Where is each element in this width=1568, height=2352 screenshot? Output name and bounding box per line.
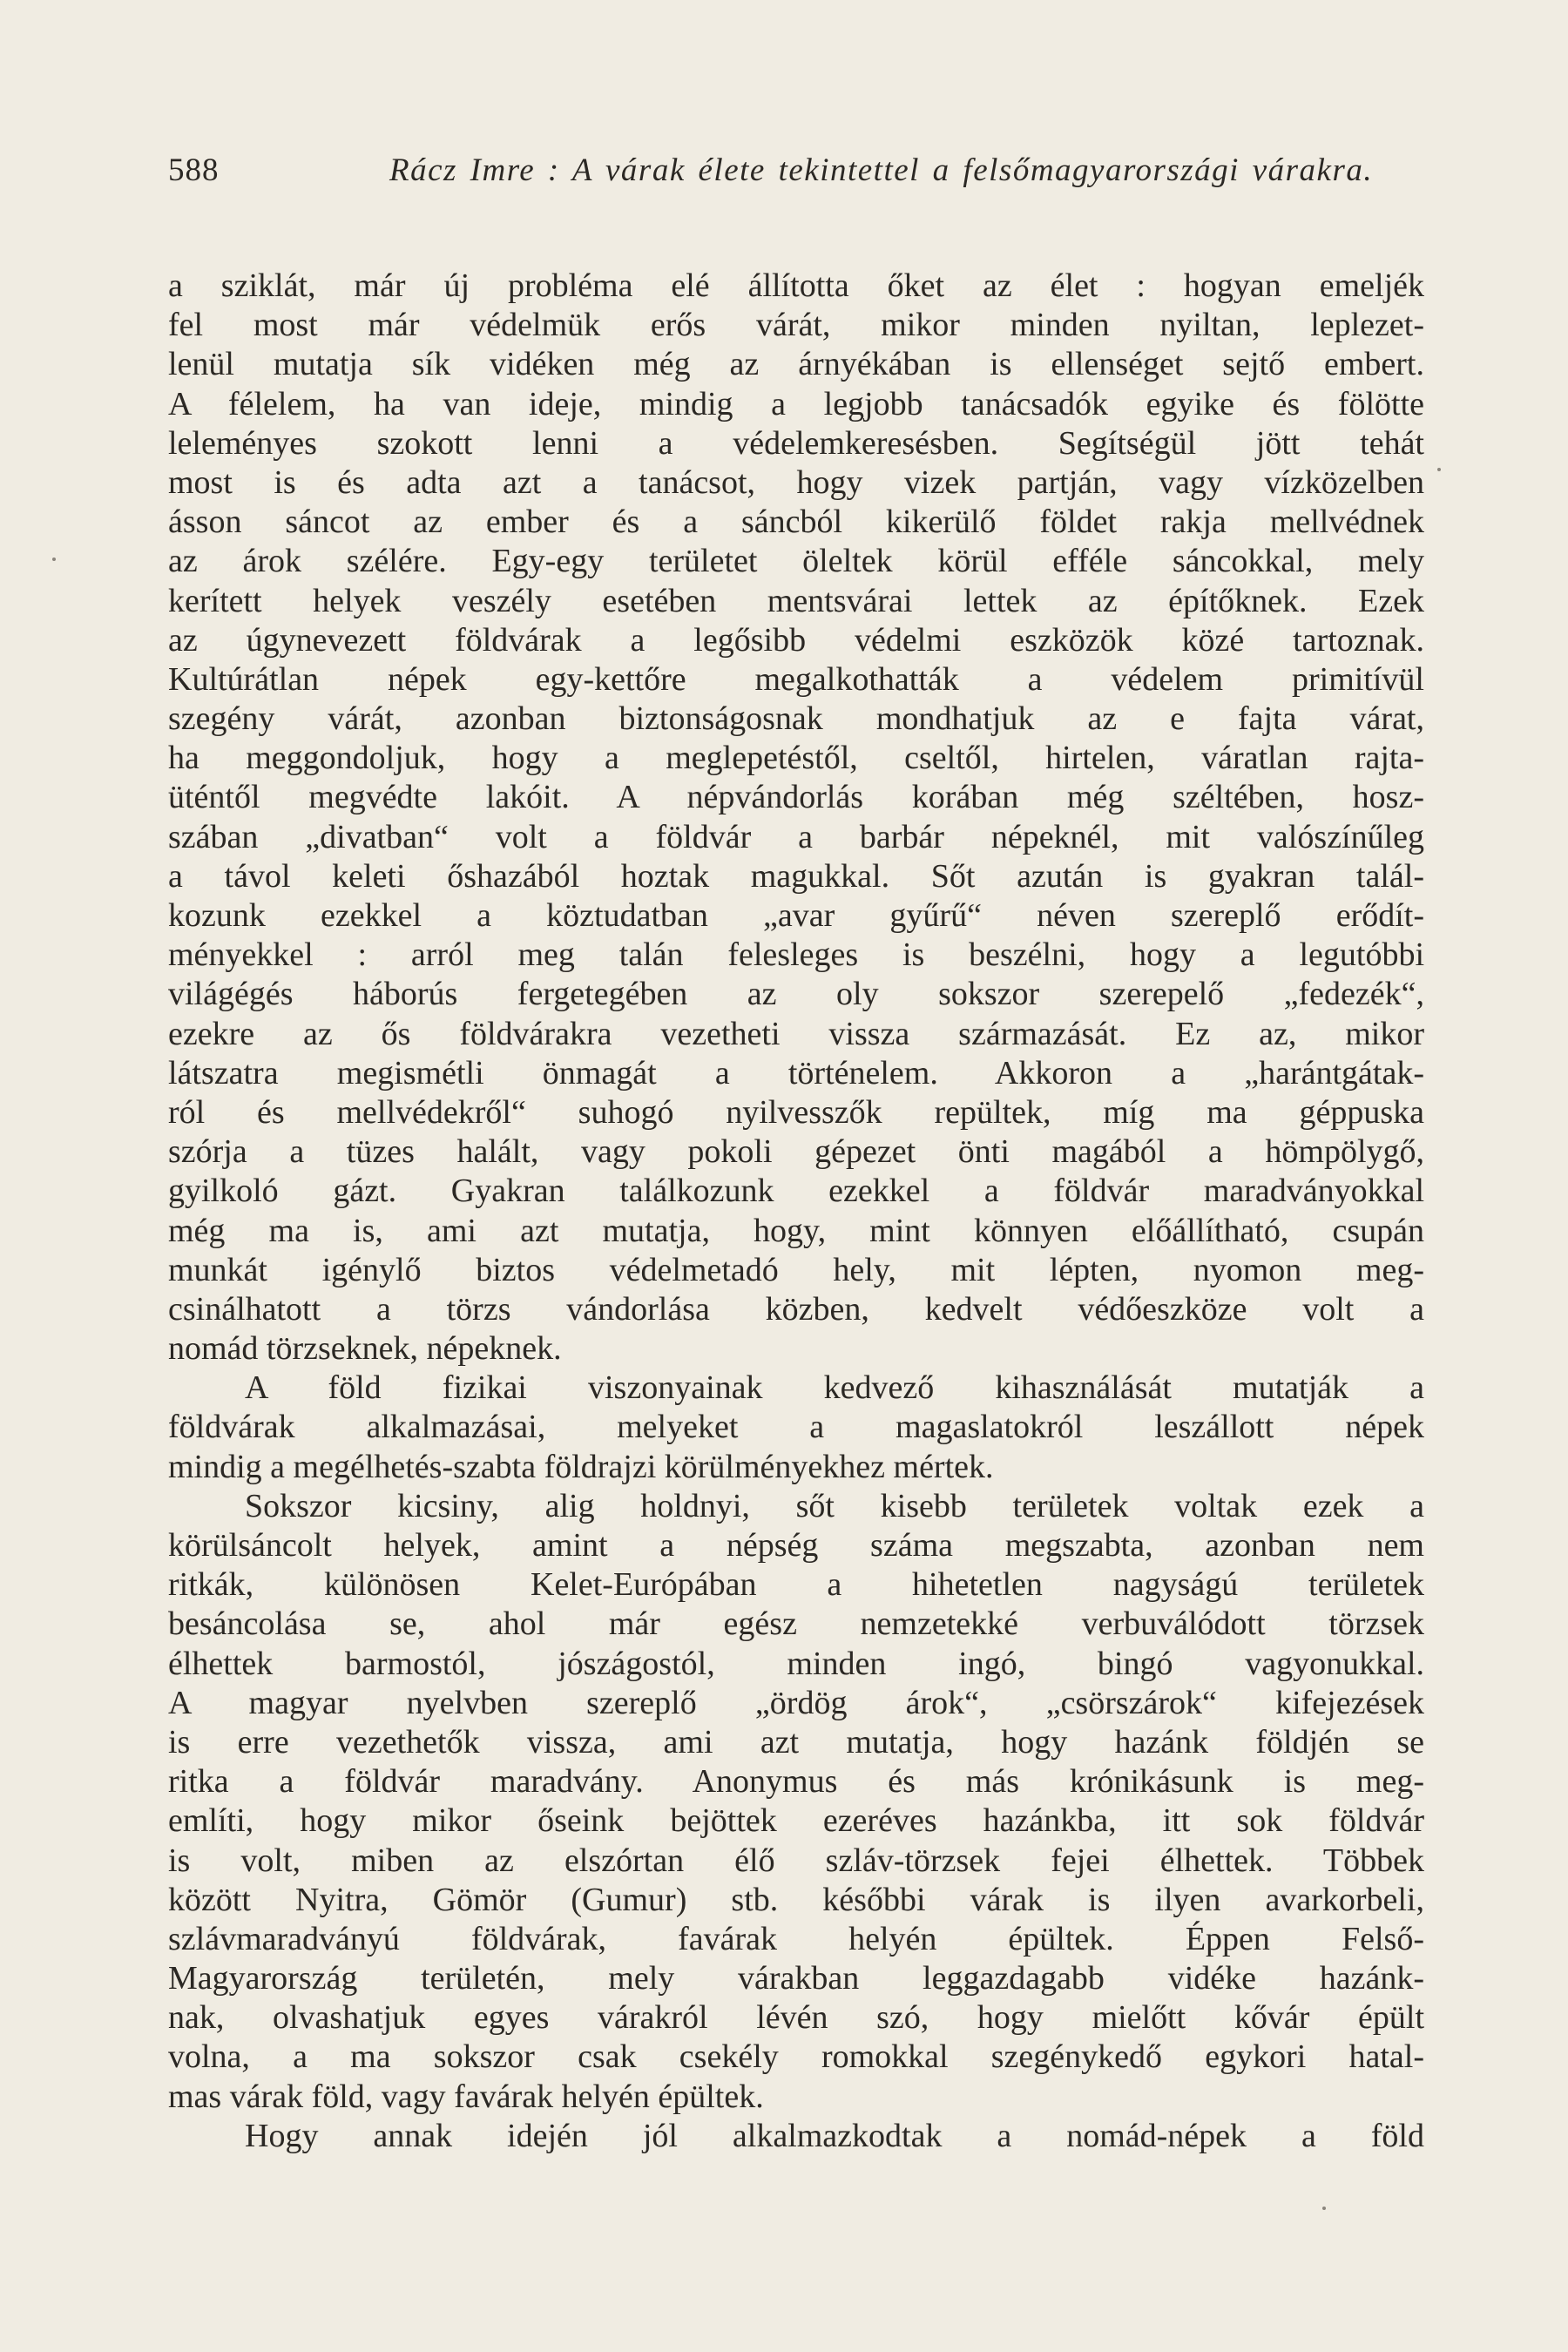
text-line: szában „divatban“ volt a földvár a barbár népeknél, mit valószínűleg	[168, 818, 1424, 855]
text-line: A magyar nyelvben szereplő „ördög árok“, „csörszárok“ kifejezések	[168, 1684, 1424, 1721]
text-line: csinálhatott a törzs vándorlása közben, kedvelt védőeszköze volt a	[168, 1290, 1424, 1328]
text-line: is volt, miben az elszórtan élő szláv-törzsek fejei élhettek. Többek	[168, 1842, 1424, 1879]
text-line: Magyarország területén, mely várakban leggazdagabb vidéke hazánk-	[168, 1960, 1424, 1997]
body-text	[168, 267, 1424, 2156]
text-line: ményekkel : arról meg talán felesleges is beszélni, hogy a legutóbbi	[168, 936, 1424, 974]
text-line: ásson sáncot az ember és a sáncból kikerülő földet rakja mellvédnek	[168, 504, 1424, 541]
text-line: élhettek barmostól, jószágostól, minden ingó, bingó vagyonukkal.	[168, 1645, 1424, 1682]
text-line: besáncolása se, ahol már egész nemzetekké verbuválódott törzsek	[168, 1605, 1424, 1643]
text-line: földvárak alkalmazásai, melyeket a magaslatokról leszállott népek	[168, 1409, 1424, 1446]
text-line: körülsáncolt helyek, amint a népség száma megszabta, azonban nem	[168, 1527, 1424, 1564]
text-line: nak, olvashatjuk egyes várakról lévén szó, hogy mielőtt kővár épült	[168, 1999, 1424, 2037]
text-line: is erre vezethetők vissza, ami azt mutatja, hogy hazánk földjén se	[168, 1723, 1424, 1761]
text-line: üténtől megvédte lakóit. A népvándorlás korában még széltében, hosz-	[168, 779, 1424, 816]
running-title: Rácz Imre : A várak élete tekintettel a felsőmagyarországi várakra.	[389, 152, 1374, 188]
paper-speck	[1437, 468, 1441, 471]
text-line: szegény várát, azonban biztonságosnak mondhatjuk az e fajta várat,	[168, 700, 1424, 738]
paper-speck	[52, 558, 56, 561]
text-line: a távol keleti őshazából hoztak magukkal. Sőt azután is gyakran talál-	[168, 857, 1424, 895]
text-line: volna, a ma sokszor csak csekély romokkal szegénykedő egykori hatal-	[168, 2038, 1424, 2076]
running-head	[168, 146, 1423, 195]
text-line: az úgynevezett földvárak a legősibb védelmi eszközök közé tartoznak.	[168, 621, 1424, 659]
text-line: leleményes szokott lenni a védelemkeresésben. Segítségül jött tehát	[168, 424, 1424, 462]
text-line: világégés háborús fergetegében az oly sokszor szerepelő „fedezék“,	[168, 976, 1424, 1013]
text-line: gyilkoló gázt. Gyakran találkozunk ezekkel a földvár maradványokkal	[168, 1173, 1424, 1210]
page-number: 588	[168, 152, 220, 188]
text-line: nomád törzseknek, népeknek.	[168, 1330, 562, 1368]
text-line: munkát igénylő biztos védelmetadó hely, mit lépten, nyomon meg-	[168, 1251, 1424, 1288]
text-line: mas várak föld, vagy favárak helyén épültek.	[168, 2078, 764, 2115]
text-line: fel most már védelmük erős várát, mikor minden nyiltan, leplezet-	[168, 307, 1424, 344]
text-line: kerített helyek veszély esetében mentsvárai lettek az építőknek. Ezek	[168, 582, 1424, 619]
text-line: A föld fizikai viszonyainak kedvező kihasználását mutatják a	[245, 1369, 1424, 1407]
text-line: ha meggondoljuk, hogy a meglepetéstől, cseltől, hirtelen, váratlan rajta-	[168, 740, 1424, 777]
text-line: említi, hogy mikor őseink bejöttek ezeréves hazánkba, itt sok földvár	[168, 1802, 1424, 1840]
text-line: most is és adta azt a tanácsot, hogy vizek partján, vagy vízközelben	[168, 463, 1424, 501]
text-line: Sokszor kicsiny, alig holdnyi, sőt kisebb területek voltak ezek a	[245, 1487, 1424, 1524]
text-line: ról és mellvédekről“ suhogó nyilvesszők repültek, míg ma géppuska	[168, 1093, 1424, 1131]
text-line: szlávmaradványú földvárak, favárak helyén épültek. Éppen Felső-	[168, 1920, 1424, 1957]
text-line: szórja a tüzes halált, vagy pokoli gépezet önti magából a hömpölygő,	[168, 1133, 1424, 1171]
text-line: mindig a megélhetés-szabta földrajzi körülményekhez mértek.	[168, 1448, 994, 1485]
text-line: Kultúrátlan népek egy-kettőre megalkothatták a védelem primitívül	[168, 660, 1424, 698]
text-line: látszatra megismétli önmagát a történelem. Akkoron a „harántgátak-	[168, 1054, 1424, 1092]
text-line: még ma is, ami azt mutatja, hogy, mint könnyen előállítható, csupán	[168, 1212, 1424, 1249]
text-line: kozunk ezekkel a köztudatban „avar gyűrű“ néven szereplő erődít-	[168, 897, 1424, 934]
text-line: A félelem, ha van ideje, mindig a legjobb tanácsadók egyike és fölötte	[168, 385, 1424, 422]
paper-speck	[1322, 2207, 1326, 2210]
text-line: Hogy annak idején jól alkalmazkodtak a nomád-népek a föld	[245, 2117, 1424, 2154]
text-line: az árok szélére. Egy-egy területet öleltek körül efféle sáncokkal, mely	[168, 543, 1424, 580]
text-line: ezekre az ős földvárakra vezetheti vissza származását. Ez az, mikor	[168, 1015, 1424, 1052]
text-line: a sziklát, már új probléma elé állította őket az élet : hogyan emeljék	[168, 267, 1424, 304]
text-line: ritkák, különösen Kelet-Európában a hihetetlen nagyságú területek	[168, 1566, 1424, 1604]
text-line: ritka a földvár maradvány. Anonymus és más krónikásunk is meg-	[168, 1763, 1424, 1801]
text-line: lenül mutatja sík vidéken még az árnyékában is ellenséget sejtő embert.	[168, 346, 1424, 383]
text-line: között Nyitra, Gömör (Gumur) stb. későbbi várak is ilyen avarkorbeli,	[168, 1881, 1424, 1918]
